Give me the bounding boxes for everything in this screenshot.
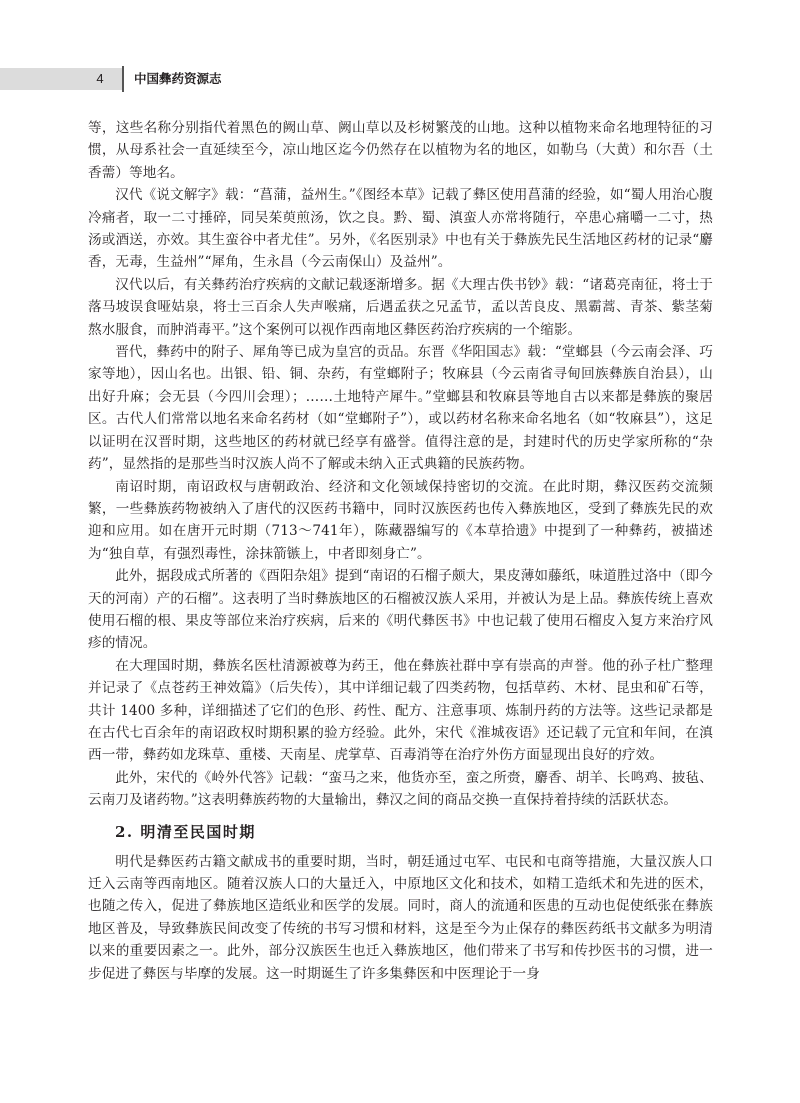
body-paragraph: 南诏时期，南诏政权与唐朝政治、经济和文化领域保持密切的交流。在此时期，彝汉医药交流频繁，一些彝族药物被纳入了唐代的汉医药书籍中，同时汉族医药也传入彝族地区，受到了彝族先民的欢迎和应用。如在唐开元时期（713～741年），陈藏器编写的《本草拾遗》中提到了一种彝药，被描述为“独自草，有强烈毒性，涂抹箭镞上，中者即刻身亡”。: [88, 478, 713, 562]
body-paragraph: 汉代《说文解字》载：“菖蒲，益州生。”《图经本草》记载了彝区使用菖蒲的经验，如“蜀人用治心腹冷痛者，取一二寸捶碎，同吴茱萸煎汤，饮之良。黔、蜀、滇蛮人亦常将随行，卒患心痛嚼一二寸，热汤或酒送，亦效。其生蛮谷中者尤佳”。另外，《名医别录》中也有关于彝族先民生活地区药材的记录“麝香，无毒，生益州”“犀角，生永昌（今云南保山）及益州”。: [88, 187, 713, 271]
body-paragraph: 在大理国时期，彝族名医杜清源被尊为药王，他在彝族社群中享有崇高的声誉。他的孙子杜广整理并记录了《点苍药王神效篇》（后失传），其中详细记载了四类药物，包括草药、木材、昆虫和矿石等，共计 1400 多种，详细描述了它们的色形、药性、配方、注意事项、炼制丹药的方法等。这些记录都是在古代七百余年的南诏政权时期积累的验方经验。此外，宋代《淮城夜语》还记载了元宜和年间，在滇西一带，彝药如龙珠草、重楼、天南星、虎掌草、百毒消等在治疗外伤方面显现出良好的疗效。: [88, 657, 713, 764]
body-paragraph: 等，这些名称分别指代着黑色的阙山草、阙山草以及杉树繁茂的山地。这种以植物来命名地理特征的习惯，从母系社会一直延续至今，凉山地区迄今仍然存在以植物为名的地区，如勒乌（大黄）和尔吾（土香薷）等地名。: [88, 120, 713, 181]
body-paragraph: 此外，据段成式所著的《酉阳杂俎》提到“南诏的石榴子颇大，果皮薄如藤纸，味道胜过洛中（即今天的河南）产的石榴”。这表明了当时彝族地区的石榴被汉族人采用，并被认为是上品。彝族传统上喜欢使用石榴的根、果皮等部位来治疗疾病，后来的《明代彝医书》中也记载了使用石榴皮入复方来治疗风疹的情况。: [88, 568, 713, 652]
body-paragraph: 此外，宋代的《岭外代答》记载：“蛮马之来，他货亦至，蛮之所赍，麝香、胡羊、长鸣鸡、披毡、云南刀及诸药物。”这表明彝族药物的大量输出，彝汉之间的商品交换一直保持着持续的活跃状态。: [88, 769, 713, 809]
page-body: [88, 117, 713, 985]
header-divider: [122, 66, 124, 92]
body-paragraph: 明代是彝医药古籍文献成书的重要时期，当时，朝廷通过屯军、屯民和屯商等措施，大量汉族人口迁入云南等西南地区。随着汉族人口的大量迁入，中原地区文化和技术，如精工造纸术和先进的医术，也随之传入，促进了彝族地区造纸业和医学的发展。同时，商人的流通和医患的互动也促使纸张在彝族地区普及，导致彝族民间改变了传统的书写习惯和材料，这是至今为止保存的彝医药纸书文献多为明清以来的重要因素之一。此外，部分汉族医生也迁入彝族地区，他们带来了书写和传抄医书的习惯，进一步促进了彝医与毕摩的发展。这一时期诞生了许多集彝医和中医理论于一身: [88, 853, 713, 982]
section-heading: 2. 明清至民国时期: [115, 822, 256, 841]
page-number: 4: [96, 71, 104, 86]
running-header-title: 中国彝药资源志: [134, 71, 222, 86]
body-paragraph: 汉代以后，有关彝药治疗疾病的文献记载逐渐增多。据《大理古佚书钞》载：“诸葛亮南征，将士于落马坡误食哑姑泉，将士三百余人失声喉痛，后遇孟获之兄孟节，孟以苦良皮、黑霸蒿、青茶、紫茎菊熬水服食，而肿消毒平。”这个案例可以视作西南地区彝医药治疗疾病的一个缩影。: [88, 276, 713, 338]
body-paragraph: 晋代，彝药中的附子、犀角等已成为皇宫的贡品。东晋《华阳国志》载：“堂螂县（今云南会泽、巧家等地），因山名也。出银、铅、铜、杂药，有堂螂附子；牧麻县（今云南省寻甸回族彝族自治县），山出好升麻；会无县（今四川会理）；……土地特产犀牛。”堂螂县和牧麻县等地自古以来都是彝族的聚居区。古代人们常常以地名来命名药材（如“堂螂附子”），或以药材名称来命名地名（如“牧麻县”），这足以证明在汉晋时期，这些地区的药材就已经享有盛誉。值得注意的是，封建时代的历史学家所称的“杂药”，显然指的是那些当时汉族人尚不了解或未纳入正式典籍的民族药物。: [88, 344, 713, 473]
